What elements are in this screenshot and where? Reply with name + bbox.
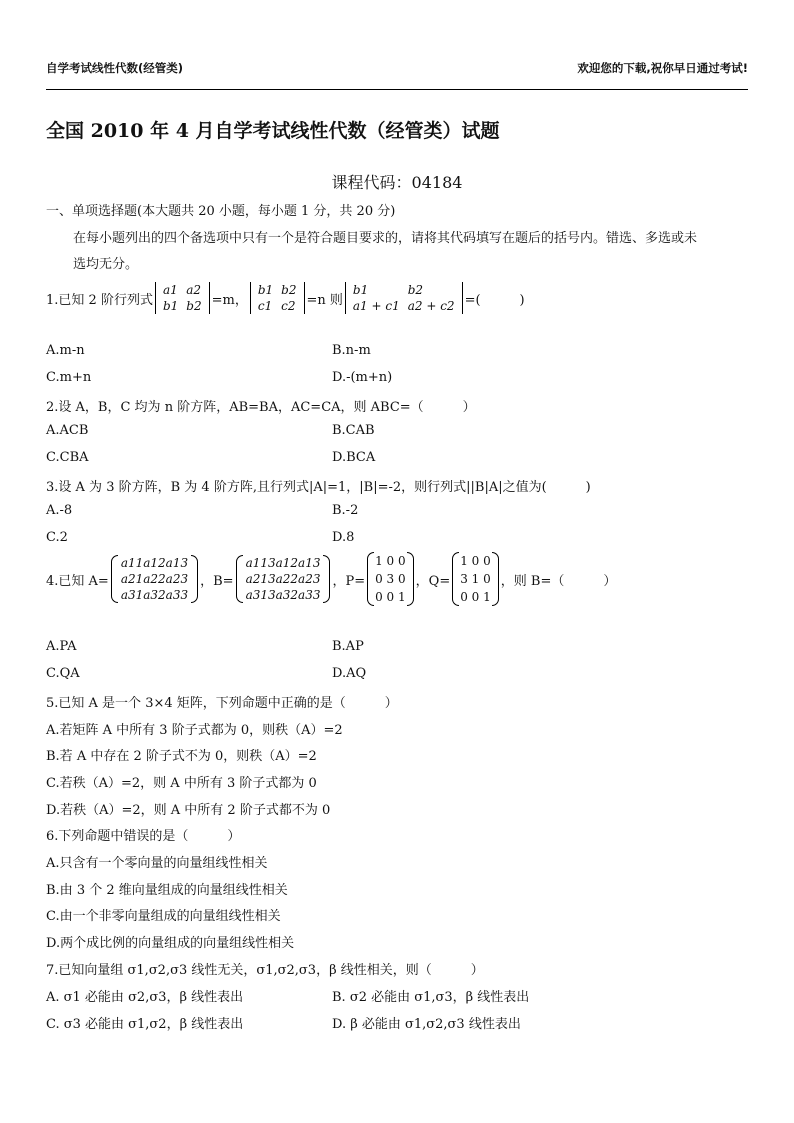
q3-option-a: A.-8 <box>46 503 73 518</box>
q3-option-d: D.8 <box>332 530 355 545</box>
q4-matrix-q <box>452 552 499 606</box>
q1-option-a: A.m-n <box>46 343 85 358</box>
cell: a2 <box>186 283 202 297</box>
q7-option-b: B. σ2 必能由 σ1,σ3，β 线性表出 <box>332 990 530 1005</box>
q2-option-c: C.CBA <box>46 450 89 465</box>
q3-option-c: C.2 <box>46 530 68 545</box>
q6-stem: 6.下列命题中错误的是（ ） <box>46 829 241 844</box>
cell: a2 + c2 <box>407 299 455 313</box>
cell: b1 <box>162 299 179 313</box>
course-code: 课程代码：04184 <box>331 173 463 192</box>
header-right: 欢迎您的下载,祝你早日通过考试! <box>577 61 748 75</box>
q5-option-a: A.若矩阵 A 中所有 3 阶子式都为 0，则秩（A）=2 <box>46 723 343 738</box>
q5-option-b: B.若 A 中存在 2 阶子式不为 0，则秩（A）=2 <box>46 749 317 764</box>
q6-option-a: A.只含有一个零向量的向量组线性相关 <box>46 856 268 871</box>
cell: a1 <box>162 283 178 297</box>
cell: b2 <box>281 283 297 297</box>
q4-matrix-p <box>367 552 414 606</box>
cell: c2 <box>281 299 296 313</box>
q4-option-d: D.AQ <box>332 666 367 681</box>
section-heading: 一、单项选择题(本大题共 20 小题，每小题 1 分，共 20 分) <box>46 204 396 219</box>
cell: c1 <box>257 299 273 313</box>
q4-matrix-a <box>111 555 198 603</box>
cell: a213a22a23 <box>245 572 321 586</box>
q6-option-c: C.由一个非零向量组成的向量组线性相关 <box>46 909 281 924</box>
cell: 1 0 0 <box>375 554 406 568</box>
page-title: 全国 2010 年 4 月自学考试线性代数（经管类）试题 <box>46 120 500 142</box>
header-rule <box>46 89 748 90</box>
q1-option-b: B.n-m <box>332 343 371 358</box>
cell: a21a22a23 <box>120 572 189 586</box>
cell: a1 + c1 <box>352 299 400 313</box>
q7-option-a: A. σ1 必能由 σ2,σ3，β 线性表出 <box>46 990 244 1005</box>
q7-option-c: C. σ3 必能由 σ1,σ2，β 线性表出 <box>46 1017 244 1032</box>
cell: 3 1 0 <box>460 572 491 586</box>
q1-option-c: C.m+n <box>46 370 92 385</box>
cell: 1 0 0 <box>460 554 491 568</box>
q6-option-d: D.两个成比例的向量组成的向量组线性相关 <box>46 936 295 951</box>
q1-det-2 <box>250 282 305 314</box>
cell: b1 <box>257 283 274 297</box>
cell: b1 <box>352 283 369 297</box>
header-left: 自学考试线性代数(经管类) <box>46 61 184 75</box>
cell: 0 3 0 <box>375 572 406 586</box>
q5-stem: 5.已知 A 是一个 3×4 矩阵，下列命题中正确的是（ ） <box>46 696 398 711</box>
cell: a113a12a13 <box>245 556 321 570</box>
q2-option-a: A.ACB <box>46 423 89 438</box>
q2-stem: 2.设 A，B，C 均为 n 阶方阵，AB=BA，AC=CA，则 ABC=（ ） <box>46 400 476 415</box>
cell: b2 <box>186 299 202 313</box>
question-4 <box>46 552 616 606</box>
q3-stem: 3.设 A 为 3 阶方阵，B 为 4 阶方阵,且行列式|A|=1，|B|=-2，则行列式||B|A|之值为( ) <box>46 480 591 495</box>
q4-p-label: ，P= <box>332 573 366 589</box>
cell: a313a32a33 <box>245 588 321 602</box>
q1-prefix: 1.已知 2 阶行列式 <box>46 292 153 308</box>
q2-option-b: B.CAB <box>332 423 375 438</box>
instruction-line-1: 在每小题列出的四个备选项中只有一个是符合题目要求的，请将其代码填写在题后的括号内。错选、多选或未 <box>73 231 698 246</box>
q5-option-c: C.若秩（A）=2，则 A 中所有 3 阶子式都为 0 <box>46 776 317 791</box>
q1-eq-n: =n 则 <box>306 292 343 308</box>
q4-option-a: A.PA <box>46 639 77 654</box>
cell: 0 0 1 <box>460 590 491 604</box>
q6-option-b: B.由 3 个 2 维向量组成的向量组线性相关 <box>46 883 288 898</box>
cell: a31a32a33 <box>120 588 189 602</box>
q3-option-b: B.-2 <box>332 503 359 518</box>
q1-det-1 <box>155 282 210 314</box>
q1-suffix: =( ) <box>464 292 525 308</box>
q1-option-d: D.-(m+n) <box>332 370 393 385</box>
q4-prefix: 4.已知 A= <box>46 573 109 589</box>
q7-stem: 7.已知向量组 σ1,σ2,σ3 线性无关，σ1,σ2,σ3，β 线性相关，则（ ） <box>46 963 484 978</box>
q7-option-d: D. β 必能由 σ1,σ2,σ3 线性表出 <box>332 1017 521 1032</box>
cell: b2 <box>407 283 424 297</box>
q1-det-3 <box>345 282 463 314</box>
q4-option-b: B.AP <box>332 639 364 654</box>
q5-option-d: D.若秩（A）=2，则 A 中所有 2 阶子式都不为 0 <box>46 803 331 818</box>
q4-suffix: ，则 B=（ ） <box>500 573 617 589</box>
cell: 0 0 1 <box>375 590 406 604</box>
q4-q-label: ，Q= <box>415 573 451 589</box>
cell: a11a12a13 <box>120 556 189 570</box>
q4-matrix-b <box>236 555 331 603</box>
q2-option-d: D.BCA <box>332 450 376 465</box>
question-1 <box>46 282 525 314</box>
q4-option-c: C.QA <box>46 666 80 681</box>
instruction-line-2: 选均无分。 <box>73 257 139 272</box>
q4-b-label: ，B= <box>200 573 234 589</box>
q1-eq-m: =m， <box>211 292 248 308</box>
